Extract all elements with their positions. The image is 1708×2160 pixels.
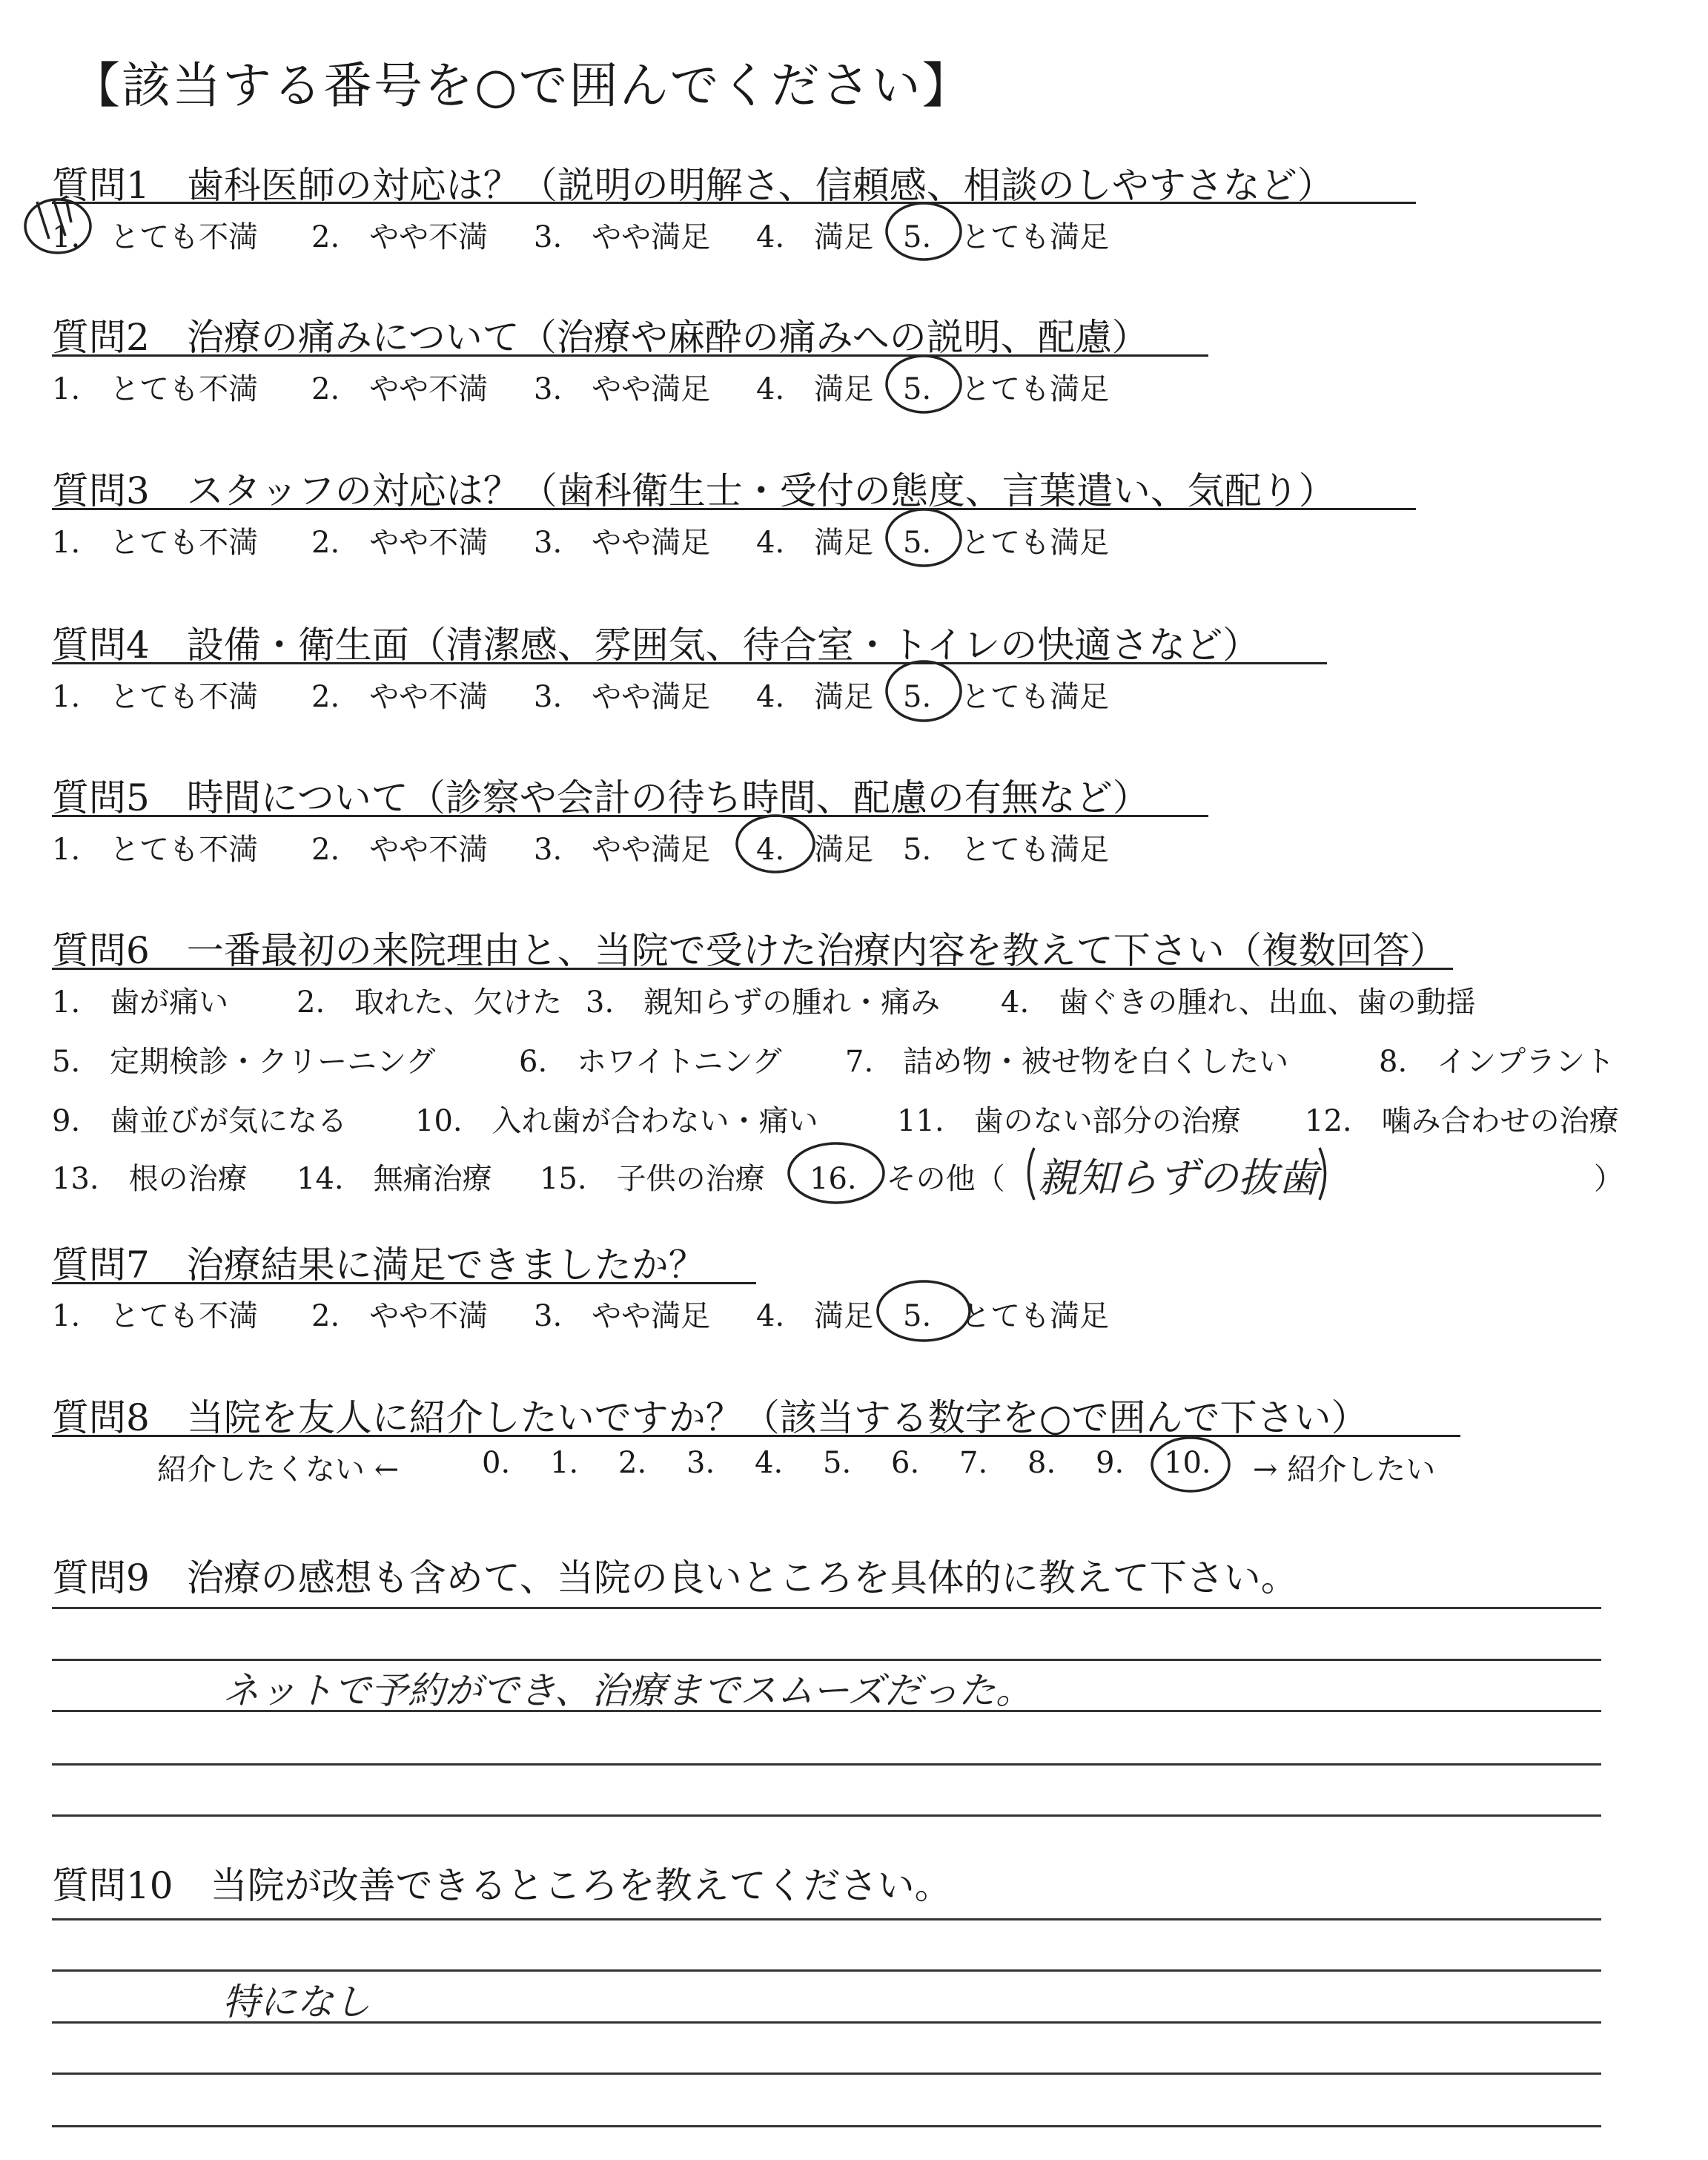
q6-option-4[interactable]: 4. 歯ぐきの腫れ、出血、歯の動揺 [1001,985,1476,1020]
q5-option-4[interactable]: 4. 満足 [756,833,874,867]
q4-option-1[interactable]: 1. とても不満 [52,680,259,714]
q5-option-1[interactable]: 1. とても不満 [52,833,259,867]
q7-selected-circle [878,1281,970,1341]
question-1-label: 質問1 歯科医師の対応は？（説明の明解さ、信頼感、相談のしやすさなど） [52,164,1334,207]
q5-option-3[interactable]: 3. やや満足 [534,833,711,867]
q4-selected-circle [887,661,961,721]
page-title: 【該当する番号を○で囲んでください】 [71,57,973,114]
q2-option-2[interactable]: 2. やや不満 [311,372,489,406]
q6-option-15[interactable]: 15. 子供の治療 [540,1162,765,1196]
q7-option-1[interactable]: 1. とても不満 [52,1299,259,1333]
q3-option-1[interactable]: 1. とても不満 [52,526,259,560]
question-3-label: 質問3 スタッフの対応は？（歯科衛生士・受付の態度、言葉遣い、気配り） [52,469,1336,512]
q6-option-9[interactable]: 9. 歯並びが気になる [52,1104,348,1138]
q5-selected-circle [737,816,814,872]
q6-option-3[interactable]: 3. 親知らずの腫れ・痛み [586,985,941,1020]
q1-option-5[interactable]: 5. とても満足 [903,220,1110,254]
q1-option-2[interactable]: 2. やや不満 [311,220,489,254]
q8-number-7[interactable]: 7. [959,1446,988,1480]
q6-selected-circle [789,1143,884,1203]
q1-option-4[interactable]: 4. 満足 [756,220,874,254]
q6-option-11[interactable]: 11. 歯のない部分の治療 [897,1104,1241,1138]
q8-number-3[interactable]: 3. [686,1446,715,1480]
q3-selected-circle [887,509,961,566]
q8-number-4[interactable]: 4. [755,1446,784,1480]
q4-option-2[interactable]: 2. やや不満 [311,680,489,714]
question-7-label: 質問7 治療結果に満足できましたか？ [52,1244,706,1287]
q2-selected-circle [887,356,961,412]
q4-option-3[interactable]: 3. やや満足 [534,680,711,714]
q6-option-14[interactable]: 14. 無痛治療 [297,1162,492,1196]
question-9-label: 質問9 治療の感想も含めて、当院の良いところを具体的に教えて下さい。 [52,1556,1298,1599]
q8-right-label: → 紹介したい [1253,1453,1436,1487]
q8-number-10[interactable]: 10. [1164,1446,1211,1480]
q6-option-12[interactable]: 12. 噛み合わせの治療 [1305,1104,1619,1138]
q8-selected-circle [1152,1438,1229,1491]
question-5-label: 質問5 時間について（診察や会計の待ち時間、配慮の有無など） [52,776,1150,819]
question-2-label: 質問2 治療の痛みについて（治療や麻酔の痛みへの説明、配慮） [52,316,1149,359]
q8-left-label: 紹介したくない ← [157,1453,400,1487]
q4-option-4[interactable]: 4. 満足 [756,680,874,714]
q6-option-16[interactable]: 16. その他（ [810,1162,1005,1196]
q5-option-2[interactable]: 2. やや不満 [311,833,489,867]
question-10-label: 質問10 当院が改善できるところを教えてください。 [52,1864,952,1907]
q1-selected-circle [887,203,961,260]
q7-option-5[interactable]: 5. とても満足 [903,1299,1110,1333]
q1-tally-strokes [37,199,71,239]
q6-option-10[interactable]: 10. 入れ歯が合わない・痛い [415,1104,818,1138]
question-4-label: 質問4 設備・衛生面（清潔感、雰囲気、待合室・トイレの快適さなど） [52,624,1260,667]
q1-option-3[interactable]: 3. やや満足 [534,220,711,254]
q8-number-9[interactable]: 9. [1096,1446,1125,1480]
question-6-label: 質問6 一番最初の来院理由と、当院で受けた治療内容を教えて下さい（複数回答） [52,929,1447,972]
q3-option-5[interactable]: 5. とても満足 [903,526,1110,560]
q2-option-1[interactable]: 1. とても不満 [52,372,259,406]
q10-handwritten-answer[interactable]: 特になし [222,1981,371,2024]
q6-other-paren-open [1029,1148,1035,1200]
q2-option-4[interactable]: 4. 満足 [756,372,874,406]
q7-option-2[interactable]: 2. やや不満 [311,1299,489,1333]
q6-option-2[interactable]: 2. 取れた、欠けた [297,985,563,1020]
q8-number-1[interactable]: 1. [550,1446,579,1480]
q8-number-8[interactable]: 8. [1027,1446,1056,1480]
q6-other-handwritten-answer[interactable]: 親知らずの抜歯 [1038,1155,1318,1201]
q1-option-1-tally-mark [25,199,90,253]
q6-option-6[interactable]: 6. ホワイトニング [519,1045,782,1079]
q6-other-close-paren: ） [1594,1162,1623,1196]
q2-option-3[interactable]: 3. やや満足 [534,372,711,406]
q8-number-2[interactable]: 2. [618,1446,647,1480]
q4-option-5[interactable]: 5. とても満足 [903,680,1110,714]
q3-option-3[interactable]: 3. やや満足 [534,526,711,560]
q3-option-2[interactable]: 2. やや不満 [311,526,489,560]
q2-option-5[interactable]: 5. とても満足 [903,372,1110,406]
q3-option-4[interactable]: 4. 満足 [756,526,874,560]
q6-option-5[interactable]: 5. 定期検診・クリーニング [52,1045,436,1079]
q9-handwritten-answer[interactable]: ネットで予約ができ、治療までスムーズだった。 [222,1669,1033,1712]
q7-option-4[interactable]: 4. 満足 [756,1299,874,1333]
q6-option-8[interactable]: 8. インプラント [1379,1045,1615,1079]
q6-other-paren-close [1320,1148,1325,1200]
q8-number-5[interactable]: 5. [823,1446,852,1480]
q8-number-6[interactable]: 6. [891,1446,920,1480]
q6-option-1[interactable]: 1. 歯が痛い [52,985,229,1020]
q7-option-3[interactable]: 3. やや満足 [534,1299,711,1333]
q6-option-7[interactable]: 7. 詰め物・被せ物を白くしたい [845,1045,1289,1079]
q8-number-0[interactable]: 0. [482,1446,511,1480]
q1-option-1[interactable]: 1. とても不満 [52,220,259,254]
q5-option-5[interactable]: 5. とても満足 [903,833,1110,867]
question-8-label: 質問8 当院を友人に紹介したいですか？（該当する数字を○で囲んで下さい） [52,1396,1368,1439]
q6-option-13[interactable]: 13. 根の治療 [52,1162,248,1196]
